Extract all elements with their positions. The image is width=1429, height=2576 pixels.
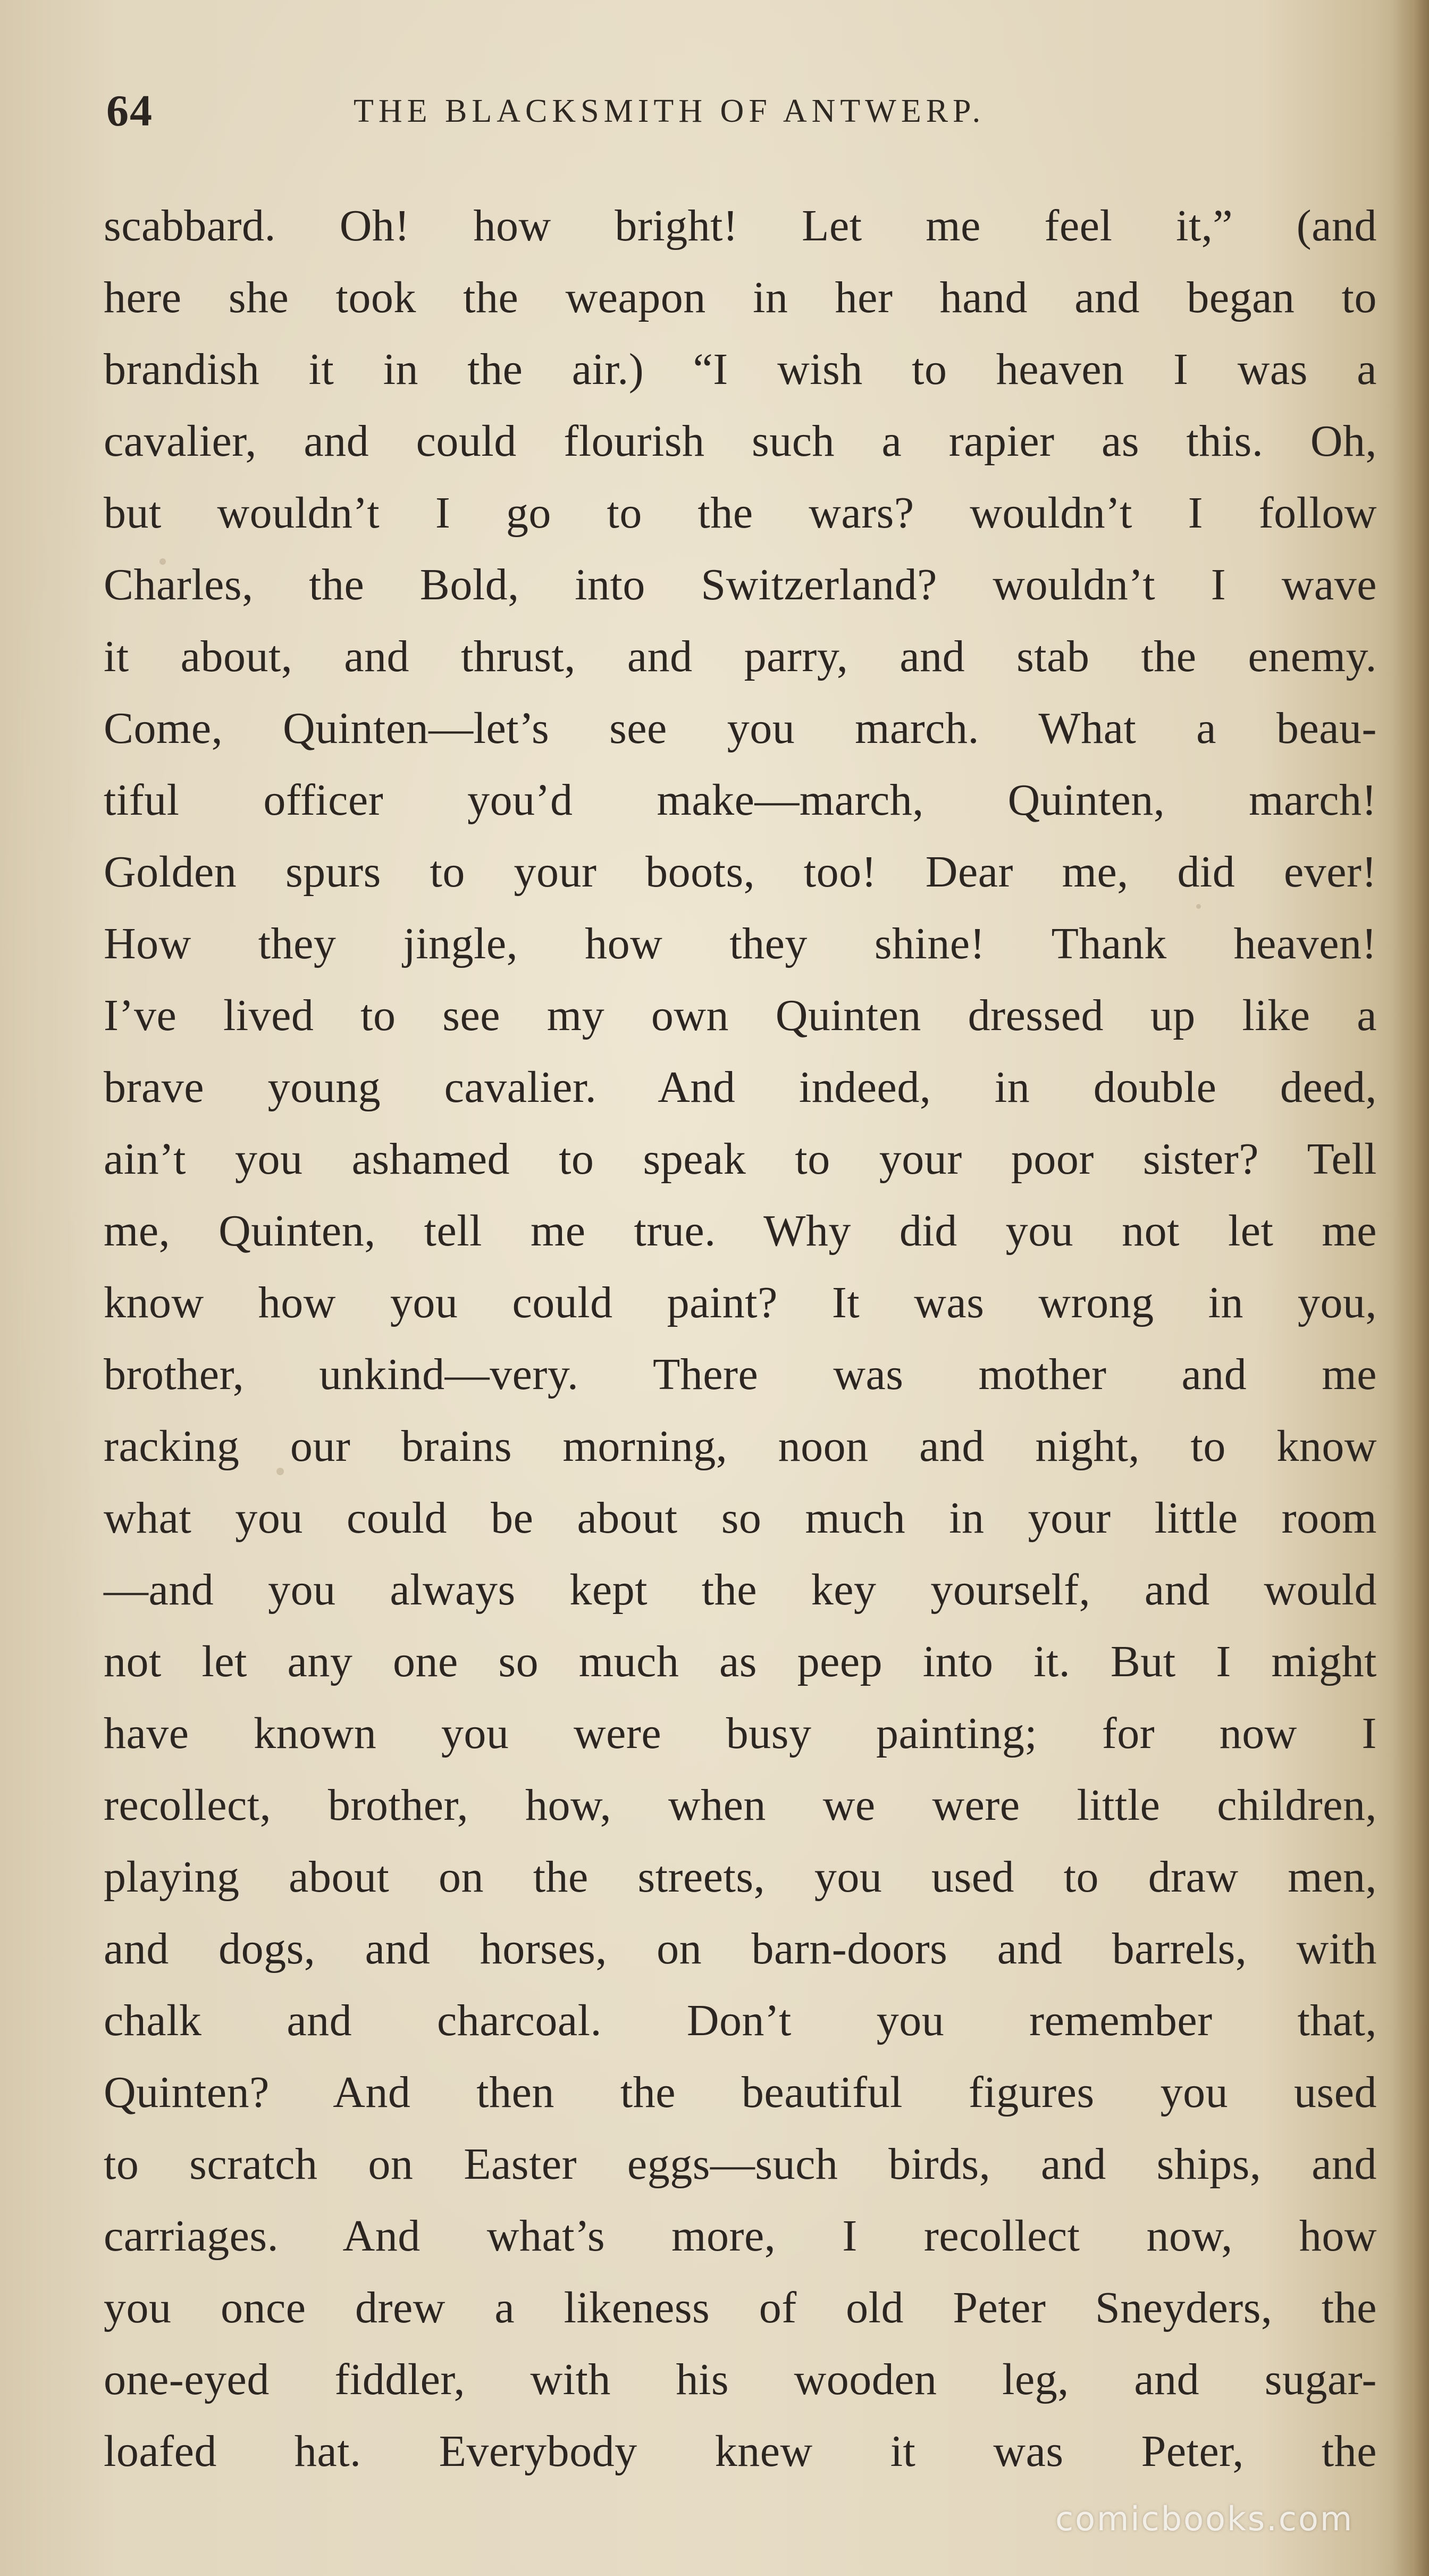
text-line: I’ve lived to see my own Quinten dressed up like a [104,991,1377,1040]
text-line: but wouldn’t I go to the wars? wouldn’t I follow [104,488,1377,538]
text-line: Charles, the Bold, into Switzerland? wouldn’t I wave [104,560,1377,609]
text-line: you once drew a likeness of old Peter Sneyders, the [104,2283,1377,2332]
text-line: recollect, brother, how, when we were little children, [104,1780,1377,1830]
text-line: cavalier, and could flourish such a rapier as this. Oh, [104,416,1377,466]
text-line: brandish it in the air.) “I wish to heaven I was a [104,345,1377,394]
running-title: THE BLACKSMITH OF ANTWERP. [354,93,986,129]
text-line: here she took the weapon in her hand and began to [104,273,1377,322]
text-line: me, Quinten, tell me true. Why did you not let me [104,1206,1377,1256]
text-line: what you could be about so much in your little room [104,1493,1377,1543]
text-line: scabbard. Oh! how bright! Let me feel it,” (and [104,201,1377,250]
text-line: playing about on the streets, you used to draw men, [104,1852,1377,1902]
text-line: brave young cavalier. And indeed, in double deed, [104,1063,1377,1112]
text-line: brother, unkind—very. There was mother and me [104,1350,1377,1399]
text-line: to scratch on Easter eggs—such birds, and ships, and [104,2139,1377,2189]
body-text [104,190,1377,2487]
text-line: carriages. And what’s more, I recollect now, how [104,2211,1377,2261]
text-line: and dogs, and horses, on barn-doors and barrels, with [104,1924,1377,1973]
text-line: Quinten? And then the beautiful figures you used [104,2068,1377,2117]
watermark: comicbooks.com [1055,2499,1354,2538]
text-line: How they jingle, how they shine! Thank heaven! [104,919,1377,968]
text-line: it about, and thrust, and parry, and stab the enemy. [104,632,1377,681]
page-number: 64 [106,86,153,136]
text-line: tiful officer you’d make—march, Quinten, march! [104,775,1377,825]
text-line: Come, Quinten—let’s see you march. What a beau- [104,704,1377,753]
text-line: not let any one so much as peep into it. But I might [104,1637,1377,1686]
text-line: —and you always kept the key yourself, and would [104,1565,1377,1615]
text-line: ain’t you ashamed to speak to your poor sister? Tell [104,1134,1377,1184]
text-line: one-eyed fiddler, with his wooden leg, and sugar- [104,2355,1377,2404]
text-line: know how you could paint? It was wrong in you, [104,1278,1377,1327]
text-line: Golden spurs to your boots, too! Dear me, did ever! [104,847,1377,897]
page-edge-shadow [1392,0,1429,2576]
text-line: chalk and charcoal. Don’t you remember that, [104,1996,1377,2045]
text-line: loafed hat. Everybody knew it was Peter, the [104,2427,1377,2476]
text-line: racking our brains morning, noon and night, to know [104,1421,1377,1471]
text-line: have known you were busy painting; for now I [104,1709,1377,1758]
running-head [106,80,1388,149]
